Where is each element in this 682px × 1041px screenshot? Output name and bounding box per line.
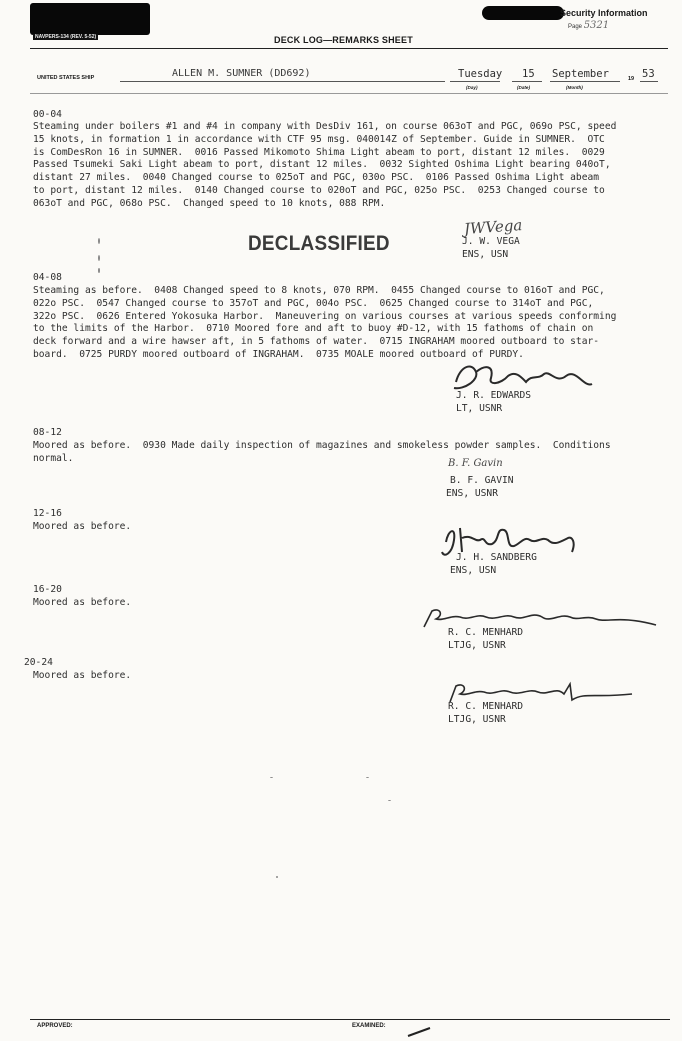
approved-label: APPROVED:	[37, 1023, 73, 1029]
log-line-20-24: Moored as before.	[33, 670, 132, 681]
signer-name-menhard-2: R. C. MENHARD	[448, 701, 524, 712]
signer-name-sandberg: J. H. SANDBERG	[456, 552, 537, 563]
watch-entry-00-04	[33, 121, 616, 211]
signer-rank-menhard-1: LTJG, USNR	[448, 640, 506, 651]
log-line: Steaming as before. 0408 Changed speed to 8 knots, 070 RPM. 0455 Changed course to 016oT and PGC,	[33, 285, 605, 296]
date-caption: (Date)	[517, 85, 531, 90]
log-date-number: 15	[522, 68, 535, 80]
signer-name-gavin: B. F. GAVIN	[450, 475, 514, 486]
month-underline	[550, 81, 620, 82]
declassified-stamp: DECLASSIFIED	[248, 232, 390, 255]
header-rule	[30, 48, 668, 49]
page-number: 5321	[583, 20, 610, 31]
form-number: NAVPERS-134 (REV. 5-52)	[35, 34, 97, 40]
ship-label: UNITED STATES SHIP	[37, 75, 95, 81]
examined-label: EXAMINED:	[352, 1023, 386, 1029]
handwritten-signature-vega: JWVega	[463, 215, 523, 239]
footer-rule	[30, 1019, 670, 1020]
scan-speck	[98, 268, 100, 273]
date-underline	[512, 81, 542, 82]
page-label: Page	[568, 24, 583, 30]
log-line: Moored as before. 0930 Made daily inspection of magazines and smokeless powder samples. Conditions	[33, 440, 611, 451]
log-line: Steaming under boilers #1 and #4 in company with DesDiv 161, on course 063oT and PGC, 069o PSC, speed	[33, 121, 617, 132]
log-line: is ComDesRon 16 in SUMNER. 0016 Passed Mikomoto Shima Light abeam to port, distant 12 miles. 0029	[33, 146, 605, 158]
log-line-12-16: Moored as before.	[33, 521, 132, 532]
scan-speck	[366, 777, 369, 778]
year-underline	[640, 81, 658, 82]
log-line: 322o PSC. 0626 Entered Yokosuka Harbor. Maneuvering on various courses at various speeds conforming	[33, 310, 617, 322]
log-day: Tuesday	[458, 68, 503, 80]
scan-speck	[276, 876, 278, 878]
log-year: 53	[642, 68, 655, 80]
log-month: September	[552, 68, 609, 80]
signer-rank-vega: ENS, USN	[462, 249, 509, 260]
watch-period-08-12: 08-12	[33, 427, 62, 438]
handwritten-signature-gavin: B. F. Gavin	[448, 458, 503, 469]
redaction-top-right	[482, 6, 564, 20]
watch-period-04-08: 04-08	[33, 272, 62, 283]
log-line: 063oT and PGC, 068o PSC. Changed speed to 10 knots, 088 RPM.	[33, 197, 386, 209]
scan-speck	[98, 238, 100, 244]
scan-speck	[98, 255, 100, 261]
log-line: 022o PSC. 0547 Changed course to 357oT and PGC, 004o PSC. 0625 Changed course to 314oT and PGC,	[33, 297, 594, 309]
signer-name-edwards: J. R. EDWARDS	[456, 390, 532, 401]
watch-period-12-16: 12-16	[33, 508, 62, 519]
scan-speck	[388, 800, 391, 801]
security-label: Security Information	[560, 8, 648, 18]
log-line: to the limits of the Harbor. 0710 Moored fore and aft to buoy #D-12, with 15 fathoms of chain on	[33, 323, 594, 335]
header-bottom-rule	[30, 93, 668, 94]
watch-period-20-24: 20-24	[24, 657, 53, 668]
signature-vega	[463, 215, 523, 239]
log-line: distant 27 miles. 0040 Changed course to 025oT and PGC, 030o PSC. 0106 Passed Oshima Light abeam	[33, 172, 600, 184]
watch-entry-08-12	[33, 440, 611, 466]
signer-rank-menhard-2: LTJG, USNR	[448, 714, 506, 725]
signer-name-vega: J. W. VEGA	[462, 236, 520, 247]
log-line: to port, distant 12 miles. 0140 Changed course to 020oT and PGC, 025o PSC. 0253 Changed course to	[33, 184, 605, 196]
signer-name-menhard-1: R. C. MENHARD	[448, 627, 524, 638]
signer-rank-gavin: ENS, USNR	[446, 488, 498, 499]
watch-entry-04-08	[33, 285, 616, 362]
log-line: board. 0725 PURDY moored outboard of INGRAHAM. 0735 MOALE moored outboard of PURDY.	[33, 348, 524, 360]
scan-speck	[270, 777, 273, 778]
page-title: DECK LOG—REMARKS SHEET	[274, 35, 413, 45]
redaction-top-left	[30, 3, 150, 35]
signer-rank-sandberg: ENS, USN	[450, 565, 497, 576]
log-line: Passed Tsumeki Saki Light abeam to port, distant 12 miles. 0032 Sighted Oshima Light bearing 040oT,	[33, 159, 611, 171]
log-line: deck forward and a wire hawser aft, in 5 fathoms of water. 0715 INGRAHAM moored outboard to star-	[33, 336, 600, 348]
log-line-16-20: Moored as before.	[33, 597, 132, 608]
ship-underline	[120, 81, 445, 82]
signature-gavin	[448, 458, 503, 469]
log-line: 15 knots, in formation 1 in accordance with CTF 95 msg. 040014Z of September. Guide in SUMNER. OTC	[33, 133, 605, 145]
watch-period-00-04: 00-04	[33, 109, 62, 120]
watch-period-16-20: 16-20	[33, 584, 62, 595]
year-prefix: 19	[628, 76, 635, 82]
page-number-box	[568, 20, 609, 31]
ship-name: ALLEN M. SUMNER (DD692)	[172, 68, 311, 79]
signer-rank-edwards: LT, USNR	[456, 403, 503, 414]
examined-signature-stroke-icon	[406, 1022, 432, 1041]
log-line: normal.	[33, 452, 74, 464]
day-underline	[450, 81, 500, 82]
month-caption: (Month)	[566, 85, 583, 90]
day-caption: (Day)	[466, 85, 478, 90]
